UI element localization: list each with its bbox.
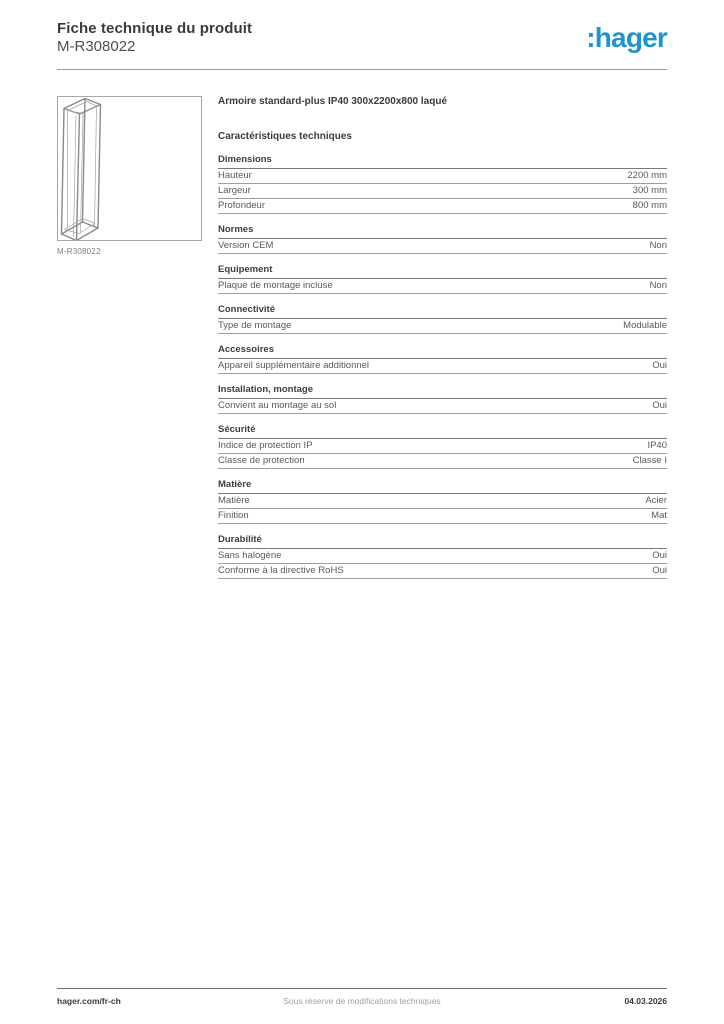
section-rows	[218, 279, 667, 294]
product-code: M-R308022	[57, 38, 136, 55]
row-value: Oui	[652, 550, 667, 561]
spec-section	[218, 303, 667, 334]
section-title: Accessoires	[218, 343, 667, 359]
spec-row	[218, 509, 667, 524]
row-label: Classe de protection	[218, 455, 305, 466]
row-value: Modulable	[623, 320, 667, 331]
row-label: Matière	[218, 495, 250, 506]
hager-logo: :hager	[586, 22, 667, 53]
row-value: Classe I	[632, 455, 667, 466]
section-title: Normes	[218, 223, 667, 239]
row-value: Non	[649, 280, 667, 291]
spec-section	[218, 223, 667, 254]
spec-section	[218, 478, 667, 524]
footer-date: 04.03.2026	[624, 996, 667, 1006]
spec-section	[218, 263, 667, 294]
spec-row	[218, 184, 667, 199]
row-value: 300 mm	[632, 185, 667, 196]
row-value: 2200 mm	[627, 170, 667, 181]
footer-disclaimer: Sous réserve de modifications techniques	[283, 996, 441, 1006]
row-value: Oui	[652, 400, 667, 411]
spec-row	[218, 454, 667, 469]
row-label: Conforme à la directive RoHS	[218, 565, 344, 576]
product-image-column	[57, 96, 202, 256]
section-rows	[218, 359, 667, 374]
row-label: Largeur	[218, 185, 251, 196]
row-label: Plaque de montage incluse	[218, 280, 333, 291]
section-rows	[218, 399, 667, 414]
spec-row	[218, 549, 667, 564]
spec-section	[218, 533, 667, 579]
section-title: Dimensions	[218, 153, 667, 169]
section-title: Equipement	[218, 263, 667, 279]
row-label: Finition	[218, 510, 249, 521]
spec-sections	[218, 153, 667, 579]
section-rows	[218, 319, 667, 334]
row-label: Type de montage	[218, 320, 292, 331]
spec-row	[218, 494, 667, 509]
footer-website-link[interactable]: hager.com/fr-ch	[57, 996, 121, 1006]
section-title: Sécurité	[218, 423, 667, 439]
spec-column	[218, 96, 667, 579]
spec-row	[218, 279, 667, 294]
spec-row	[218, 199, 667, 214]
row-value: Oui	[652, 360, 667, 371]
header	[57, 20, 667, 70]
row-value: Acier	[645, 495, 667, 506]
row-label: Hauteur	[218, 170, 252, 181]
row-value: IP40	[647, 440, 667, 451]
spec-row	[218, 399, 667, 414]
section-title: Durabilité	[218, 533, 667, 549]
section-title: Installation, montage	[218, 383, 667, 399]
section-rows	[218, 494, 667, 524]
spec-heading: Caractéristiques techniques	[218, 131, 352, 142]
row-value: Mat	[651, 510, 667, 521]
cabinet-wireframe-drawing	[58, 97, 201, 240]
row-label: Appareil supplémentaire additionnel	[218, 360, 370, 371]
footer	[57, 988, 667, 1006]
section-title: Connectivité	[218, 303, 667, 319]
row-label: Version CEM	[218, 240, 274, 251]
spec-section	[218, 343, 667, 374]
spec-row	[218, 439, 667, 454]
spec-row	[218, 169, 667, 184]
row-label: Indice de protection IP	[218, 440, 313, 451]
footer-inner	[57, 996, 667, 1006]
spec-section	[218, 383, 667, 414]
row-label: Convient au montage au sol	[218, 400, 337, 411]
row-label: Sans halogène	[218, 550, 282, 561]
product-name: Armoire standard-plus IP40 300x2200x800 laqué	[218, 96, 448, 107]
row-value: Oui	[652, 565, 667, 576]
section-rows	[218, 439, 667, 469]
section-rows	[218, 549, 667, 579]
page-title: Fiche technique du produit	[57, 20, 253, 37]
product-image	[57, 96, 202, 241]
spec-row	[218, 319, 667, 334]
section-rows	[218, 239, 667, 254]
row-label: Profondeur	[218, 200, 266, 211]
main-content	[57, 96, 667, 579]
image-caption: M-R308022	[57, 247, 101, 256]
row-value: 800 mm	[632, 200, 667, 211]
spec-row	[218, 239, 667, 254]
section-title: Matière	[218, 478, 667, 494]
spec-row	[218, 359, 667, 374]
spec-row	[218, 564, 667, 579]
spec-section	[218, 423, 667, 469]
spec-section	[218, 153, 667, 214]
section-rows	[218, 169, 667, 214]
row-value: Non	[649, 240, 667, 251]
